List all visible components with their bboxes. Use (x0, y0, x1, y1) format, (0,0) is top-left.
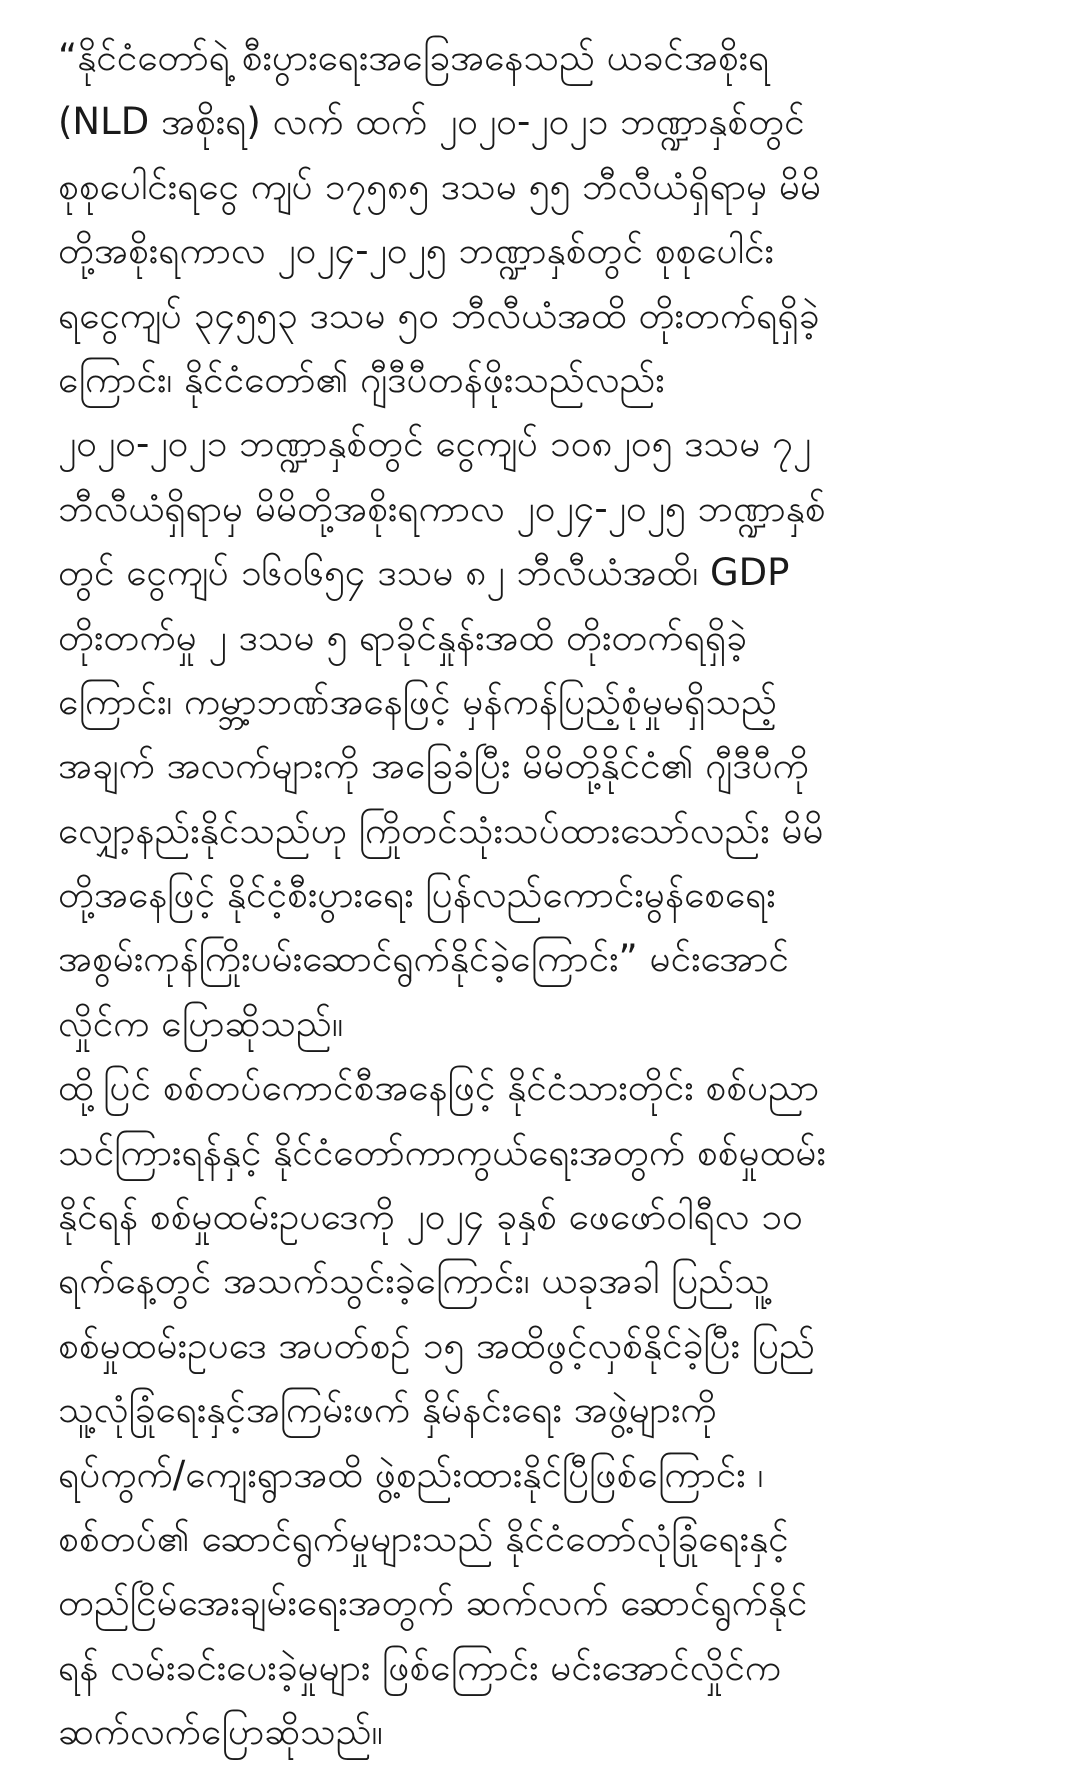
text-line: တွင် ငွေကျပ် ၁၆၀၆၅၄ ဒသမ ၈၂ ဘီလီယံအထိ၊ GDP (58, 551, 790, 595)
text-line: ရငွေကျပ် ၃၄၅၅၃ ဒသမ ၅၀ ဘီလီယံအထိ တိုးတက်ရရှိခဲ့ (58, 293, 820, 337)
text-line: စစ်မှုထမ်းဥပဒေ အပတ်စဉ် ၁၅ အထိဖွင့်လှစ်နိုင်ခဲ့ပြီး ပြည် (58, 1323, 815, 1367)
text-line: ထို့ပြင် စစ်တပ်ကောင်စီအနေဖြင့် နိုင်ငံသားတိုင်း စစ်ပညာ (58, 1066, 820, 1110)
text-line: “နိုင်ငံတော်ရဲ့ စီးပွားရေးအခြေအနေသည် ယခင်အစိုးရ (58, 36, 770, 79)
text-line: သင်ကြားရန်နှင့် နိုင်ငံတော်ကာကွယ်ရေးအတွက် စစ်မှုထမ်း (58, 1130, 826, 1174)
text-line: လှိုင်က ပြောဆိုသည်။ (58, 1001, 344, 1045)
text-line: ဘီလီယံရှိရာမှ မိမိတို့အစိုးရကာလ ၂၀၂၄-၂၀၂၅ ဘဏ္ဍာနှစ် (58, 486, 826, 530)
text-line: နိုင်ရန် စစ်မှုထမ်းဥပဒေကို ၂၀၂၄ ခုနှစ် ဖေဖော်ဝါရီလ ၁၀ (58, 1195, 803, 1239)
text-line: ၂၀၂၀-၂၀၂၁ ဘဏ္ဍာနှစ်တွင် ငွေကျပ် ၁၀၈၂၀၅ ဒသမ ၇၂ (58, 422, 812, 466)
paragraph-1 (58, 26, 1038, 1056)
text-line: စုစုပေါင်းရငွေ ကျပ် ၁၇၅၈၅ ဒသမ ၅၅ ဘီလီယံရှိရာမှ မိမိ (58, 164, 822, 208)
text-line: အစွမ်းကုန်ကြိုးပမ်းဆောင်ရွက်နိုင်ခဲ့ကြောင်း” မင်းအောင် (58, 937, 789, 981)
text-line: (NLD အစိုးရ) လက် ထက် ၂၀၂၀-၂၀၂၁ ဘဏ္ဍာနှစ်တွင် (58, 100, 805, 144)
text-line: လျှော့နည်းနိုင်သည်ဟု ကြိုတင်သုံးသပ်ထားသော်လည်း မိမိ (58, 808, 824, 852)
text-line: သူ့လုံခြုံရေးနှင့်အကြမ်းဖက် နှိမ်နင်းရေး အဖွဲ့များကို (58, 1388, 717, 1432)
text-line: ရက်နေ့တွင် အသက်သွင်းခဲ့ကြောင်း၊ ယခုအခါ ပြည်သူ့ (58, 1259, 770, 1303)
text-line: ကြောင်း၊ ကမ္ဘာ့ဘဏ်အနေဖြင့် မှန်ကန်ပြည့်စုံမှုမရှိသည့် (58, 679, 777, 723)
text-line: တိုးတက်မှု ၂ ဒသမ ၅ ရာခိုင်နှုန်းအထိ တိုးတက်ရရှိခဲ့ (58, 615, 747, 659)
text-line: ရပ်ကွက်/ကျေးရွာအထိ ဖွဲ့စည်းထားနိုင်ပြီဖြစ်ကြောင်း ၊ (58, 1452, 764, 1496)
text-line: ဆက်လက်ပြောဆိုသည်။ (58, 1710, 383, 1754)
text-line: ကြောင်း၊ နိုင်ငံတော်၏ ဂျီဒီပီတန်ဖိုးသည်လည်း (58, 357, 665, 401)
cut-off-line-bottom (58, 1712, 1038, 1724)
article-body (58, 26, 1038, 1765)
text-line: စစ်တပ်၏ ဆောင်ရွက်မှုများသည် နိုင်ငံတော်လုံခြုံရေးနှင့် (58, 1516, 789, 1560)
text-line: တို့အစိုးရကာလ ၂၀၂၄-၂၀၂၅ ဘဏ္ဍာနှစ်တွင် စုစုပေါင်း (58, 229, 774, 273)
text-line: တည်ငြိမ်အေးချမ်းရေးအတွက် ဆက်လက် ဆောင်ရွက်နိုင် (58, 1581, 808, 1625)
text-line: ရန် လမ်းခင်းပေးခဲ့မှုများ ဖြစ်ကြောင်း မင်းအောင်လှိုင်က (58, 1645, 782, 1689)
text-line: အချက် အလက်များကို အခြေခံပြီး မိမိတို့နိုင်ငံ၏ ဂျီဒီပီကို (58, 744, 809, 788)
paragraph-2 (58, 1056, 1038, 1764)
text-line: တို့အနေဖြင့် နိုင်ငံ့စီးပွားရေး ပြန်လည်ကောင်းမွန်စေရေး (58, 873, 776, 917)
